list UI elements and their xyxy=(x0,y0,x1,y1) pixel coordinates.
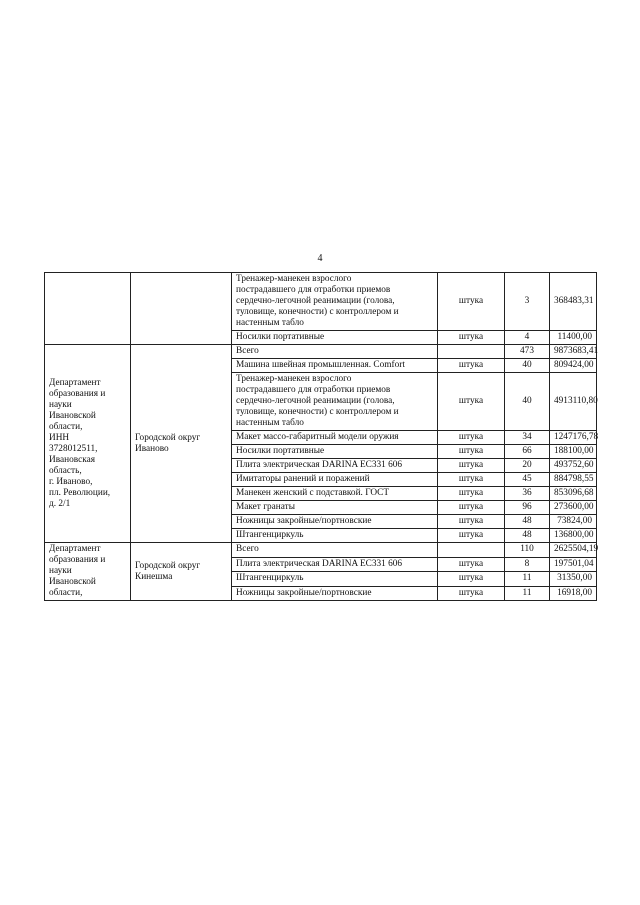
quantity-cell: 40 xyxy=(505,373,550,431)
sum-cell: 31350,00 xyxy=(550,572,597,587)
organization-line: Ивановской xyxy=(49,410,96,421)
organization-line: Ивановская xyxy=(49,454,95,465)
organization-line: образования и xyxy=(49,388,106,399)
organization-cell xyxy=(45,543,131,601)
item-name-line: туловище, конечности) с контроллером и xyxy=(236,307,399,317)
sum-cell: 2625504,19 xyxy=(550,543,597,558)
item-name-cell xyxy=(232,529,438,543)
organization-line: образования и xyxy=(49,555,106,565)
unit-cell: штука xyxy=(438,359,505,373)
district-line: Городской округ xyxy=(135,560,201,571)
item-name-cell xyxy=(232,501,438,515)
item-name-line: Макет гранаты xyxy=(236,502,295,512)
quantity-cell: 11 xyxy=(505,572,550,587)
organization-line: г. Иваново, xyxy=(49,476,93,487)
unit-cell: штука xyxy=(438,431,505,445)
item-name-cell xyxy=(232,345,438,359)
quantity-cell: 11 xyxy=(505,586,550,601)
district-line: Городской округ xyxy=(135,432,201,443)
item-name-line: настенным табло xyxy=(236,318,304,328)
district-cell xyxy=(131,273,232,345)
sum-cell: 1247176,78 xyxy=(550,431,597,445)
item-name-cell xyxy=(232,473,438,487)
organization-line: ИНН xyxy=(49,432,70,443)
item-name-line: Манекен женский с подставкой. ГОСТ xyxy=(236,488,390,498)
quantity-cell: 110 xyxy=(505,543,550,558)
item-name-cell xyxy=(232,359,438,373)
unit-cell: штука xyxy=(438,572,505,587)
table-row xyxy=(45,543,597,558)
sum-cell: 11400,00 xyxy=(550,331,597,345)
item-name-line: настенным табло xyxy=(236,418,304,428)
organization-cell xyxy=(45,273,131,345)
sum-cell: 884798,55 xyxy=(550,473,597,487)
item-name-cell xyxy=(232,273,438,331)
quantity-cell: 34 xyxy=(505,431,550,445)
item-name-line: туловище, конечности) с контроллером и xyxy=(236,407,399,417)
item-name-line: Ножницы закройные/портновские xyxy=(236,516,372,526)
quantity-cell: 48 xyxy=(505,529,550,543)
unit-cell: штука xyxy=(438,501,505,515)
quantity-cell: 48 xyxy=(505,515,550,529)
item-name-line: Штангенциркуль xyxy=(236,530,304,540)
item-name-line: Штангенциркуль xyxy=(236,573,304,584)
quantity-cell: 4 xyxy=(505,331,550,345)
unit-cell: штука xyxy=(438,487,505,501)
item-name-line: Носилки портативные xyxy=(236,446,325,456)
item-name-cell xyxy=(232,487,438,501)
item-name-line: Плита электрическая DARINA ЕС331 606 xyxy=(236,558,403,569)
item-name-line: Плита электрическая DARINA ЕС331 606 xyxy=(236,460,403,470)
unit-cell xyxy=(438,345,505,359)
table-row xyxy=(45,273,597,331)
organization-line: область, xyxy=(49,465,82,476)
item-name-line: сердечно-легочной реанимации (голова, xyxy=(236,296,395,306)
quantity-cell: 36 xyxy=(505,487,550,501)
unit-cell: штука xyxy=(438,557,505,572)
item-name-cell xyxy=(232,373,438,431)
sum-cell: 809424,00 xyxy=(550,359,597,373)
unit-cell: штука xyxy=(438,586,505,601)
item-name-line: Машина швейная промышленная. Comfort xyxy=(236,360,405,370)
organization-cell xyxy=(45,345,131,543)
quantity-cell: 3 xyxy=(505,273,550,331)
item-name-cell xyxy=(232,557,438,572)
sum-cell: 853096,68 xyxy=(550,487,597,501)
sum-cell: 136800,00 xyxy=(550,529,597,543)
sum-cell: 4913110,80 xyxy=(550,373,597,431)
table-row xyxy=(45,345,597,359)
sum-cell: 16918,00 xyxy=(550,586,597,601)
item-name-cell xyxy=(232,572,438,587)
organization-line: Ивановской xyxy=(49,577,96,587)
equipment-table xyxy=(44,272,597,601)
sum-cell: 73824,00 xyxy=(550,515,597,529)
organization-line: науки xyxy=(49,566,72,576)
organization-line: области, xyxy=(49,421,83,432)
quantity-cell: 473 xyxy=(505,345,550,359)
district-line: Иваново xyxy=(135,443,169,454)
item-name-line: Тренажер-манекен взрослого xyxy=(236,274,352,284)
district-cell xyxy=(131,345,232,543)
item-name-cell xyxy=(232,459,438,473)
item-name-line: Тренажер-манекен взрослого xyxy=(236,374,352,384)
item-name-cell xyxy=(232,445,438,459)
unit-cell xyxy=(438,543,505,558)
item-name-line: Всего xyxy=(236,544,259,555)
item-name-line: Всего xyxy=(236,346,259,356)
item-name-line: Носилки портативные xyxy=(236,332,325,342)
item-name-cell xyxy=(232,515,438,529)
item-name-line: Ножницы закройные/портновские xyxy=(236,587,372,598)
organization-line: пл. Революции, xyxy=(49,487,111,498)
sum-cell: 368483,31 xyxy=(550,273,597,331)
unit-cell: штука xyxy=(438,273,505,331)
sum-cell: 197501,04 xyxy=(550,557,597,572)
item-name-line: пострадавшего для отработки приемов xyxy=(236,385,391,395)
quantity-cell: 66 xyxy=(505,445,550,459)
quantity-cell: 96 xyxy=(505,501,550,515)
item-name-cell xyxy=(232,431,438,445)
item-name-line: Имитаторы ранений и поражений xyxy=(236,474,370,484)
item-name-cell xyxy=(232,331,438,345)
unit-cell: штука xyxy=(438,331,505,345)
quantity-cell: 20 xyxy=(505,459,550,473)
item-name-cell xyxy=(232,543,438,558)
organization-line: области, xyxy=(49,588,83,598)
quantity-cell: 8 xyxy=(505,557,550,572)
item-name-line: пострадавшего для отработки приемов xyxy=(236,285,391,295)
sum-cell: 9873683,41 xyxy=(550,345,597,359)
unit-cell: штука xyxy=(438,445,505,459)
organization-line: Департамент xyxy=(49,377,101,388)
unit-cell: штука xyxy=(438,515,505,529)
item-name-line: Макет массо-габаритный модели оружия xyxy=(236,432,399,442)
district-cell xyxy=(131,543,232,601)
unit-cell: штука xyxy=(438,529,505,543)
quantity-cell: 45 xyxy=(505,473,550,487)
sum-cell: 188100,00 xyxy=(550,445,597,459)
organization-line: 3728012511, xyxy=(49,443,98,454)
unit-cell: штука xyxy=(438,459,505,473)
page-number: 4 xyxy=(317,253,323,264)
organization-line: науки xyxy=(49,399,72,410)
organization-line: Департамент xyxy=(49,544,101,554)
item-name-cell xyxy=(232,586,438,601)
sum-cell: 493752,60 xyxy=(550,459,597,473)
district-line: Кинешма xyxy=(135,571,173,582)
quantity-cell: 40 xyxy=(505,359,550,373)
unit-cell: штука xyxy=(438,373,505,431)
sum-cell: 273600,00 xyxy=(550,501,597,515)
unit-cell: штука xyxy=(438,473,505,487)
organization-line: д. 2/1 xyxy=(49,498,71,509)
item-name-line: сердечно-легочной реанимации (голова, xyxy=(236,396,395,406)
